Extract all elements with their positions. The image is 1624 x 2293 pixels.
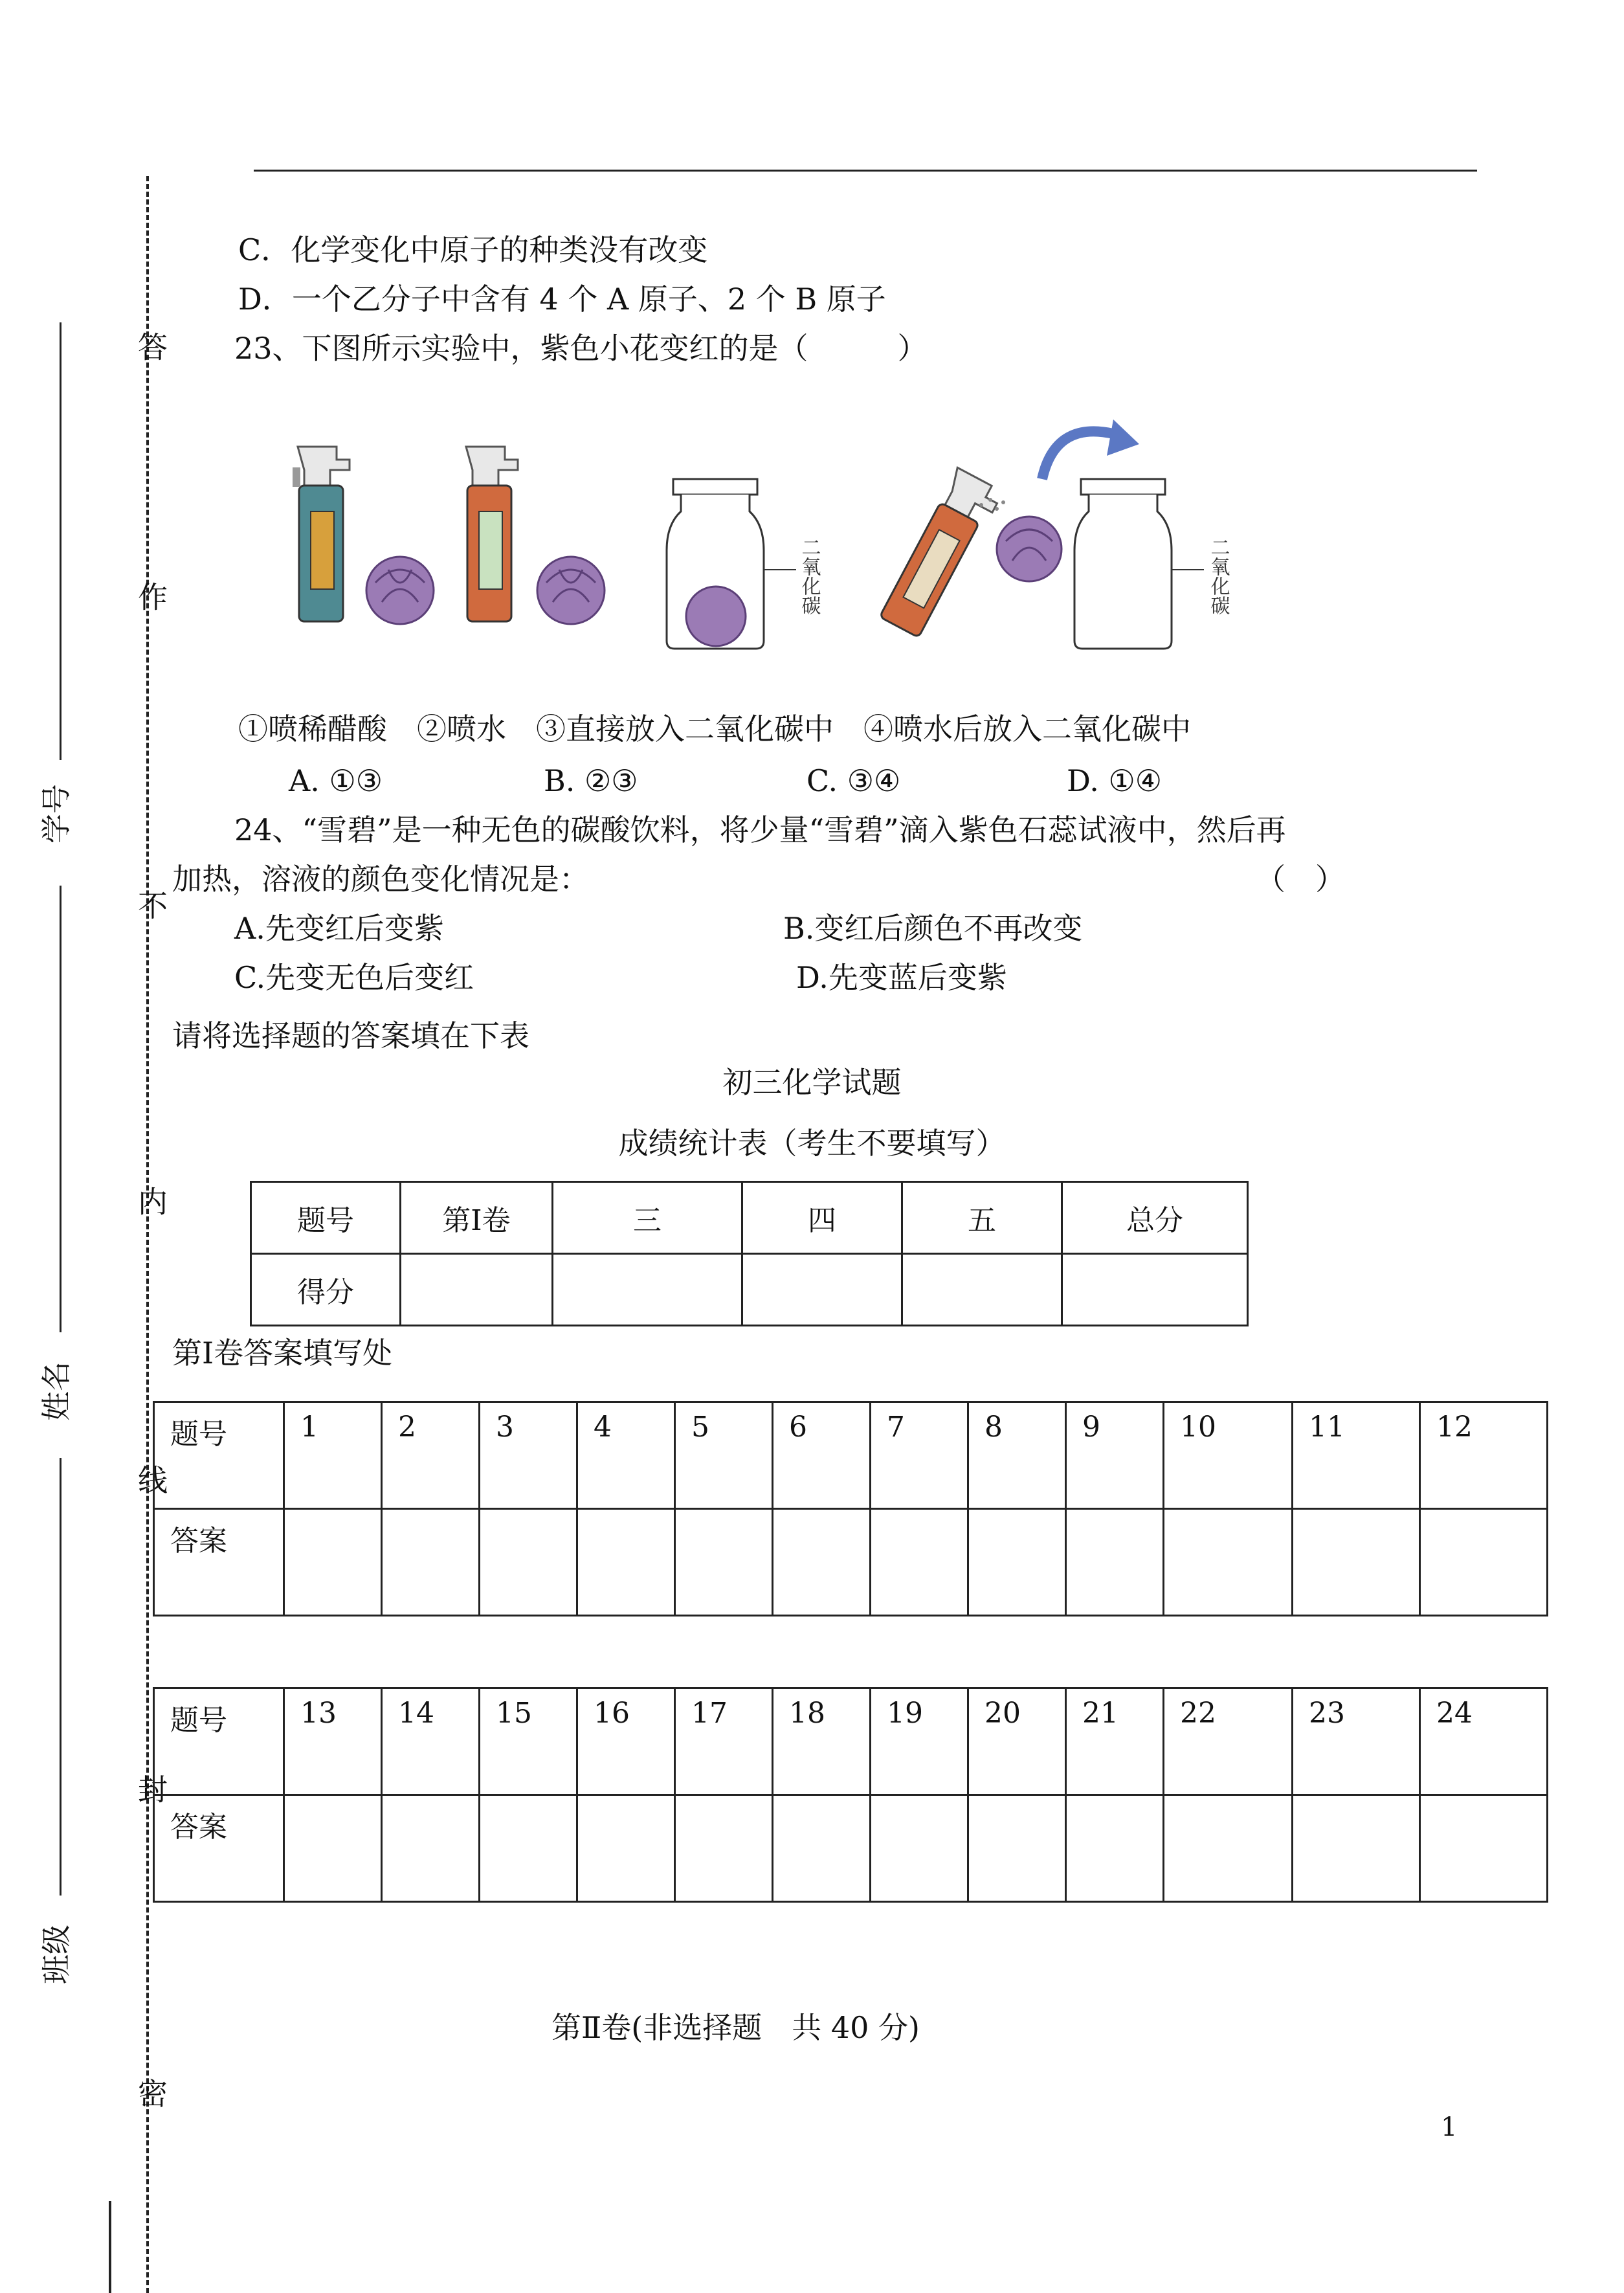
answer-input-cell[interactable] (1420, 1509, 1548, 1616)
part2-title: 第Ⅱ卷(非选择题 共 40 分) (551, 2010, 920, 2045)
answer-row-label: 答案 (154, 1509, 284, 1616)
answer-input-cell[interactable] (675, 1795, 773, 1902)
question-number-cell: 11 (1293, 1402, 1420, 1509)
question-number-cell: 17 (675, 1688, 773, 1795)
answer-table-2 (153, 1687, 1548, 1903)
purple-flower-1-icon (366, 557, 434, 624)
answer-table-2-number-row (154, 1688, 1548, 1795)
jar-1-label: 二氧化碳 (797, 537, 821, 615)
purple-flower-2-icon (537, 557, 605, 624)
question-number-cell: 4 (577, 1402, 675, 1509)
answer-table-1-answer-row (154, 1509, 1548, 1616)
student-id-label: 学号 (39, 784, 74, 844)
question-number-cell: 10 (1164, 1402, 1293, 1509)
header-rule (254, 170, 1477, 172)
experiment-figure (278, 408, 1249, 654)
answer-input-cell[interactable] (1293, 1509, 1420, 1616)
answer-input-cell[interactable] (480, 1509, 577, 1616)
answer-input-cell[interactable] (675, 1509, 773, 1616)
question-number-cell: 18 (773, 1688, 871, 1795)
question-number-cell: 13 (284, 1688, 382, 1795)
answer-input-cell[interactable] (1066, 1795, 1164, 1902)
score-header-cell: 题号 (251, 1182, 401, 1254)
score-input-cell[interactable] (553, 1254, 742, 1326)
answer-input-cell[interactable] (871, 1795, 968, 1902)
gas-jar-1-icon (667, 479, 796, 649)
question-number-cell: 19 (871, 1688, 968, 1795)
score-row-label: 得分 (251, 1254, 401, 1326)
score-input-cell[interactable] (401, 1254, 553, 1326)
score-table (250, 1181, 1249, 1326)
question-number-cell: 7 (871, 1402, 968, 1509)
answer-input-cell[interactable] (284, 1509, 382, 1616)
answer-header-label: 题号 (154, 1688, 284, 1795)
q22-option-d: D．一个乙分子中含有 4 个 A 原子、2 个 B 原子 (238, 282, 886, 317)
spray-bottle-1-icon (293, 447, 350, 621)
question-number-cell: 8 (968, 1402, 1066, 1509)
answer-input-cell[interactable] (968, 1509, 1066, 1616)
question-number-cell: 20 (968, 1688, 1066, 1795)
answer-table-2-answer-row (154, 1795, 1548, 1902)
seal-char-xian: 线 (133, 1464, 168, 1497)
seal-char-feng: 封 (133, 1774, 168, 1806)
jar-2-label: 二氧化碳 (1207, 537, 1230, 615)
q23-option-c: C. ③④ (806, 763, 901, 798)
answer-input-cell[interactable] (577, 1509, 675, 1616)
answer-input-cell[interactable] (968, 1795, 1066, 1902)
question-number-cell: 21 (1066, 1688, 1164, 1795)
question-number-cell: 14 (382, 1688, 480, 1795)
question-number-cell: 3 (480, 1402, 577, 1509)
answer-header-label: 题号 (154, 1402, 284, 1509)
q24-stem-line2: 加热，溶液的颜色变化情况是： (172, 862, 589, 897)
q24-option-c: C.先变无色后变红 (234, 960, 474, 995)
answer-input-cell[interactable] (1420, 1795, 1548, 1902)
student-id-underline (60, 322, 61, 760)
answer-input-cell[interactable] (480, 1795, 577, 1902)
score-header-cell: 三 (553, 1182, 742, 1254)
q23-option-d: D. ①④ (1067, 763, 1162, 798)
question-number-cell: 23 (1293, 1688, 1420, 1795)
score-input-cell[interactable] (902, 1254, 1062, 1326)
gas-jar-2-icon (1074, 479, 1204, 649)
spray-bottle-3-icon (878, 467, 1003, 640)
answer-input-cell[interactable] (1066, 1509, 1164, 1616)
seal-char-bu: 不 (133, 890, 168, 923)
answer-section-title: 第Ⅰ卷答案填写处 (172, 1336, 393, 1370)
answer-table-1 (153, 1401, 1548, 1616)
question-number-cell: 15 (480, 1688, 577, 1795)
answer-input-cell[interactable] (382, 1509, 480, 1616)
curved-arrow-icon (1042, 419, 1139, 479)
page-number: 1 (1441, 2112, 1458, 2142)
q24-stem-line1: 24、“雪碧”是一种无色的碳酸饮料，将少量“雪碧”滴入紫色石蕊试液中，然后再 (234, 812, 1286, 847)
seal-char-zuo: 作 (133, 581, 168, 614)
score-table-score-row (251, 1254, 1248, 1326)
student-name-label: 姓名 (39, 1361, 74, 1421)
score-input-cell[interactable] (742, 1254, 902, 1326)
question-number-cell: 2 (382, 1402, 480, 1509)
figure-caption: ①喷稀醋酸 ②喷水 ③直接放入二氧化碳中 ④喷水后放入二氧化碳中 (238, 711, 1191, 746)
answer-instruction: 请将选择题的答案填在下表 (172, 1018, 529, 1053)
score-header-cell: 五 (902, 1182, 1062, 1254)
seal-char-nei: 内 (133, 1186, 168, 1218)
answer-input-cell[interactable] (871, 1509, 968, 1616)
exam-title: 初三化学试题 (722, 1065, 902, 1100)
question-number-cell: 16 (577, 1688, 675, 1795)
answer-input-cell[interactable] (382, 1795, 480, 1902)
score-table-header-row (251, 1182, 1248, 1254)
answer-input-cell[interactable] (773, 1509, 871, 1616)
answer-row-label: 答案 (154, 1795, 284, 1902)
q24-answer-paren: （ ） (1256, 862, 1345, 897)
question-number-cell: 9 (1066, 1402, 1164, 1509)
student-class-underline (60, 1458, 61, 1896)
question-number-cell: 1 (284, 1402, 382, 1509)
answer-input-cell[interactable] (577, 1795, 675, 1902)
answer-input-cell[interactable] (773, 1795, 871, 1902)
binding-solid-line (109, 2201, 111, 2293)
binding-dashed-line (146, 176, 149, 2293)
spray-bottle-2-icon (466, 447, 518, 621)
answer-table-1-number-row (154, 1402, 1548, 1509)
student-class-label: 班级 (39, 1925, 74, 1984)
score-table-title: 成绩统计表（考生不要填写） (618, 1126, 1006, 1161)
score-input-cell[interactable] (1062, 1254, 1248, 1326)
student-name-underline (60, 886, 61, 1332)
score-header-cell: 总分 (1062, 1182, 1248, 1254)
q22-option-c: C．化学变化中原子的种类没有改变 (238, 232, 708, 267)
answer-input-cell[interactable] (1293, 1795, 1420, 1902)
score-header-cell: 第Ⅰ卷 (401, 1182, 553, 1254)
q23-stem: 23、下图所示实验中，紫色小花变红的是（ ） (234, 331, 928, 366)
q24-option-b: B.变红后颜色不再改变 (783, 911, 1083, 946)
answer-input-cell[interactable] (1164, 1509, 1293, 1616)
question-number-cell: 5 (675, 1402, 773, 1509)
answer-input-cell[interactable] (284, 1795, 382, 1902)
seal-char-mi: 密 (133, 2078, 168, 2110)
q23-option-a: A. ①③ (289, 763, 383, 798)
q24-option-d: D.先变蓝后变紫 (796, 960, 1007, 995)
purple-flower-3-icon (997, 517, 1062, 581)
question-number-cell: 22 (1164, 1688, 1293, 1795)
q23-option-b: B. ②③ (544, 763, 638, 798)
q24-option-a: A.先变红后变紫 (234, 911, 444, 946)
score-header-cell: 四 (742, 1182, 902, 1254)
question-number-cell: 24 (1420, 1688, 1548, 1795)
question-number-cell: 6 (773, 1402, 871, 1509)
answer-input-cell[interactable] (1164, 1795, 1293, 1902)
question-number-cell: 12 (1420, 1402, 1548, 1509)
seal-char-da: 答 (133, 331, 168, 364)
